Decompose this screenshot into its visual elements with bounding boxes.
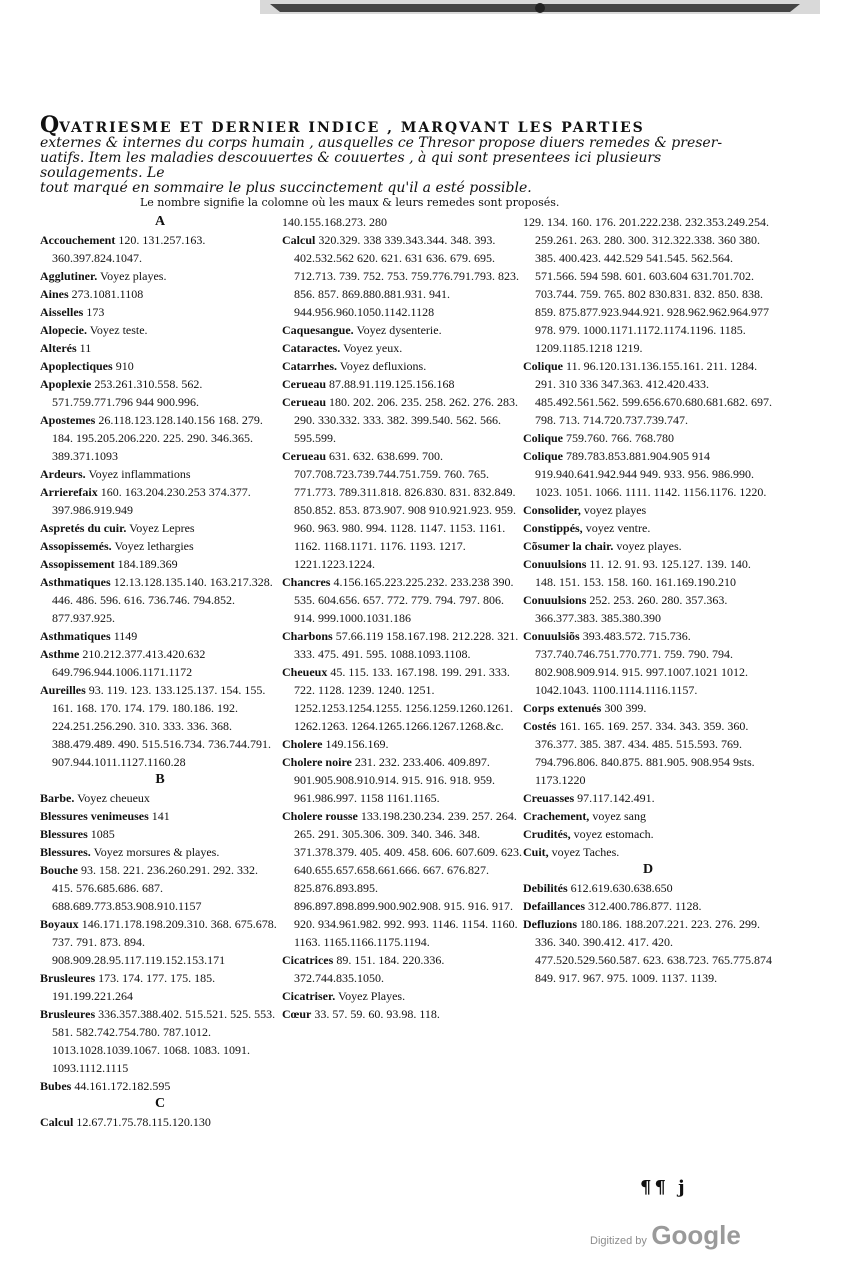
entry-references: 631. 632. 638.699. 700. 707.708.723.739.744.751.759. 760. 765. 771.773. 789.311.818. 826.830. 831. 832.849. 850.852. 853. 873.907. 908 910.921.923. 959. 960. 963. 980. 994. 1128. 1147. 1153. 1161. 1162. 1168.1171. 1176. 1193. 1217. 1221.1223.1224.	[294, 449, 516, 571]
entry-references: 93. 119. 123. 133.125.137. 154. 155. 161. 168. 170. 174. 179. 180.186. 192. 224.251.256.290. 310. 333. 336. 368. 388.479.489. 490. 515.516.734. 736.744.791. 907.944.1011.1127.1160.28	[52, 683, 271, 769]
index-entry	[523, 447, 773, 501]
index-entry	[40, 537, 280, 555]
index-entry	[40, 1005, 280, 1077]
entry-term: Agglutiner.	[40, 269, 98, 283]
index-entry	[40, 1113, 280, 1131]
index-entry	[282, 627, 522, 663]
entry-references: 612.619.630.638.650	[570, 881, 673, 895]
entry-term: Colique	[523, 359, 564, 373]
entry-references: 12.13.128.135.140. 163.217.328. 446. 486. 596. 616. 736.746. 794.852. 877.937.925.	[52, 575, 273, 625]
entry-references: 141	[151, 809, 170, 823]
index-entry	[523, 213, 773, 357]
entry-references: 160. 163.204.230.253 374.377. 397.986.919.949	[52, 485, 251, 517]
entry-term: Asthmatiques	[40, 629, 111, 643]
entry-references: 180.186. 188.207.221. 223. 276. 299. 336. 340. 390.412. 417. 420. 477.520.529.560.587. 623. 638.723. 765.775.874 849. 917. 967. 975. 1009. 1137. 1139.	[535, 917, 772, 985]
entry-term: Charbons	[282, 629, 333, 643]
entry-term: Cicatrices	[282, 953, 334, 967]
section-letter: C	[154, 1096, 166, 1111]
entry-references: 253.261.310.558. 562. 571.759.771.796 944 900.996.	[52, 377, 203, 409]
entry-references: Voyez Playes.	[338, 989, 406, 1003]
index-entry	[523, 843, 773, 861]
header-line-3: tout marqué en sommaire le plus succinctement qu'il a esté possible.	[40, 180, 532, 196]
entry-references: 11	[79, 341, 92, 355]
index-entry	[40, 861, 280, 915]
index-entry	[40, 627, 280, 645]
entry-term: Conuulsions	[523, 557, 587, 571]
entry-term: Aines	[40, 287, 69, 301]
entry-term: Asthmatiques	[40, 575, 111, 589]
entry-term: Assopissemés.	[40, 539, 112, 553]
entry-references: 149.156.169.	[325, 737, 389, 751]
index-entry	[40, 231, 280, 267]
index-entry	[282, 1005, 522, 1023]
index-entry	[523, 501, 773, 519]
entry-references: voyez ventre.	[585, 521, 651, 535]
entry-term: Bubes	[40, 1079, 72, 1093]
entry-term: Conuulsiõs	[523, 629, 580, 643]
index-entry	[40, 465, 280, 483]
entry-term: Creuasses	[523, 791, 575, 805]
watermark-prefix: Digitized by	[590, 1235, 647, 1247]
index-entry	[523, 519, 773, 537]
entry-references: 11. 96.120.131.136.155.161. 211. 1284. 291. 310 336 347.363. 412.420.433. 485.492.561.562. 599.656.670.680.681.682. 697. 798. 713. 714.720.737.739.747.	[535, 359, 772, 427]
section-letter: A	[154, 214, 166, 229]
entry-term: Catarrhes.	[282, 359, 337, 373]
entry-references: 33. 57. 59. 60. 93.98. 118.	[314, 1007, 440, 1021]
entry-term: Apoplexie	[40, 377, 92, 391]
entry-references: 789.783.853.881.904.905 914 919.940.641.942.944 949. 933. 956. 986.990. 1023. 1051. 1066. 1111. 1142. 1156.1176. 1220.	[535, 449, 767, 499]
entry-term: Barbe.	[40, 791, 75, 805]
entry-references: 336.357.388.402. 515.521. 525. 553. 581. 582.742.754.780. 787.1012. 1013.1028.1039.1067. 1068. 1083. 1091. 1093.1112.1115	[52, 1007, 276, 1075]
entry-references: Voyez Lepres	[129, 521, 195, 535]
signature-mark: ¶¶ j	[640, 1177, 688, 1198]
entry-references: voyez estomach.	[573, 827, 654, 841]
entry-term: Caquesangue.	[282, 323, 354, 337]
entry-term: Apoplectiques	[40, 359, 113, 373]
entry-term: Cicatriser.	[282, 989, 336, 1003]
entry-references: 140.155.168.273. 280	[282, 215, 387, 229]
entry-term: Crachement,	[523, 809, 590, 823]
entry-term: Cerueau	[282, 449, 326, 463]
entry-references: 44.161.172.182.595	[74, 1079, 171, 1093]
entry-references: Voyez lethargies	[114, 539, 194, 553]
entry-term: Colique	[523, 431, 564, 445]
header-line-1: externes & internes du corps humain , ausquelles ce Thresor propose diuers remedes & preser-	[40, 135, 723, 151]
entry-term: Cholere noire	[282, 755, 352, 769]
index-entry	[40, 483, 280, 519]
entry-term: Cerueau	[282, 395, 326, 409]
header-line-2: uatifs. Item les maladies descouuertes & couuertes , à qui sont presentees ici plusieurs soulagements. Le	[40, 150, 662, 181]
entry-term: Defluzions	[523, 917, 577, 931]
index-header	[40, 112, 760, 196]
index-subheading: Le nombre signifie la colomne où les maux & leurs remedes sont proposés.	[140, 196, 560, 209]
index-entry	[40, 321, 280, 339]
entry-term: Alterés	[40, 341, 77, 355]
entry-term: Corps extenués	[523, 701, 602, 715]
entry-references: 93. 158. 221. 236.260.291. 292. 332. 415. 576.685.686. 687. 688.689.773.853.908.910.1157	[52, 863, 259, 913]
entry-term: Cholere	[282, 737, 323, 751]
entry-term: Calcul	[282, 233, 316, 247]
entry-term: Ardeurs.	[40, 467, 86, 481]
entry-term: Accouchement	[40, 233, 116, 247]
entry-references: Voyez teste.	[89, 323, 148, 337]
drop-cap-q: Q	[40, 112, 60, 138]
entry-references: 300 399.	[604, 701, 647, 715]
entry-term: Brusleures	[40, 1007, 96, 1021]
entry-references: Voyez yeux.	[343, 341, 403, 355]
entry-references: 26.118.123.128.140.156 168. 279. 184. 195.205.206.220. 225. 290. 346.365. 389.371.1093	[52, 413, 263, 463]
entry-references: 12.67.71.75.78.115.120.130	[76, 1115, 211, 1129]
index-entry	[40, 519, 280, 537]
index-entry	[40, 339, 280, 357]
entry-references: 231. 232. 233.406. 409.897. 901.905.908.910.914. 915. 916. 918. 959. 961.986.997. 1158 1161.1165.	[294, 755, 495, 805]
index-entry	[523, 789, 773, 807]
entry-term: Cholere rousse	[282, 809, 358, 823]
index-entry	[40, 357, 280, 375]
entry-references: 45. 115. 133. 167.198. 199. 291. 333. 722. 1128. 1239. 1240. 1251. 1252.1253.1254.1255. 1256.1259.1260.1261. 1262.1263. 1264.1265.1266.1267.1268.&c.	[294, 665, 513, 733]
entry-references: voyez playes.	[616, 539, 682, 553]
entry-references: 173	[86, 305, 105, 319]
index-entry	[282, 321, 522, 339]
entry-references: Voyez morsures & playes.	[93, 845, 220, 859]
entry-references: 97.117.142.491.	[577, 791, 655, 805]
index-entry	[523, 897, 773, 915]
entry-term: Aureilles	[40, 683, 86, 697]
index-entry	[40, 825, 280, 843]
entry-references: 312.400.786.877. 1128.	[588, 899, 702, 913]
entry-term: Cerueau	[282, 377, 326, 391]
entry-term: Calcul	[40, 1115, 74, 1129]
entry-references: Voyez playes.	[100, 269, 167, 283]
index-entry	[282, 735, 522, 753]
index-entry	[282, 753, 522, 807]
entry-references: 87.88.91.119.125.156.168	[329, 377, 455, 391]
entry-term: Bouche	[40, 863, 79, 877]
entry-references: 173. 174. 177. 175. 185. 191.199.221.264	[52, 971, 216, 1003]
entry-term: Blessures venimeuses	[40, 809, 149, 823]
entry-term: Asthme	[40, 647, 80, 661]
entry-references: 120. 131.257.163. 360.397.824.1047.	[52, 233, 206, 265]
index-entry	[40, 267, 280, 285]
entry-references: Voyez defluxions.	[339, 359, 427, 373]
entry-references: voyez Taches.	[551, 845, 620, 859]
header-title: QVATRIESME ET DERNIER INDICE , MARQVANT LES PARTIES	[40, 112, 645, 138]
entry-references: 4.156.165.223.225.232. 233.238 390. 535. 604.656. 657. 772. 779. 794. 797. 806. 914. 999.1000.1031.186	[294, 575, 514, 625]
entry-term: Alopecie.	[40, 323, 87, 337]
entry-references: 252. 253. 260. 280. 357.363. 366.377.383. 385.380.390	[535, 593, 728, 625]
index-entry	[40, 789, 280, 807]
entry-term: Constippés,	[523, 521, 583, 535]
section-letter: D	[642, 862, 654, 877]
entry-term: Colique	[523, 449, 564, 463]
index-entry	[523, 429, 773, 447]
entry-term: Cœur	[282, 1007, 312, 1021]
index-entry	[523, 807, 773, 825]
entry-references: voyez playes	[583, 503, 647, 517]
entry-references: 184.189.369	[117, 557, 178, 571]
entry-term: Debilités	[523, 881, 568, 895]
entry-references: 129. 134. 160. 176. 201.222.238. 232.353.249.254. 259.261. 263. 280. 300. 312.322.338. 360 380. 385. 400.423. 442.529 541.545. 562.564. 571.566. 594 598. 601. 603.604 631.701.702. 703.744. 759. 765. 802 830.831. 832. 850. 838. 859. 875.877.923.944.921. 928.962.962.964.977 978. 979. 1000.1171.1172.1174.1196. 1185. 1209.1185.1218 1219.	[523, 215, 769, 355]
index-entry	[40, 1077, 280, 1095]
index-entry	[40, 285, 280, 303]
index-entry	[282, 231, 522, 321]
entry-term: Brusleures	[40, 971, 96, 985]
google-watermark	[590, 1220, 741, 1251]
index-column-1	[40, 213, 280, 1131]
entry-references: 180. 202. 206. 235. 258. 262. 276. 283. 290. 330.332. 333. 382. 399.540. 562. 566. 595.599.	[294, 395, 518, 445]
index-entry	[282, 807, 522, 951]
entry-references: 57.66.119 158.167.198. 212.228. 321. 333. 475. 491. 595. 1088.1093.1108.	[294, 629, 519, 661]
entry-term: Cataractes.	[282, 341, 341, 355]
entry-references: 320.329. 338 339.343.344. 348. 393. 402.532.562 620. 621. 631 636. 679. 695. 712.713. 739. 752. 753. 759.776.791.793. 823. 856. 857. 869.880.881.931. 941. 944.956.960.1050.1142.1128	[294, 233, 519, 319]
index-entry	[40, 375, 280, 411]
index-entry	[40, 843, 280, 861]
index-entry	[282, 375, 522, 393]
entry-references: 146.171.178.198.209.310. 368. 675.678. 737. 791. 873. 894. 908.909.28.95.117.119.152.153.171	[52, 917, 277, 967]
entry-references: 1149	[113, 629, 138, 643]
index-entry	[282, 357, 522, 375]
index-entry	[40, 411, 280, 465]
index-entry	[523, 717, 773, 789]
entry-references: 910	[115, 359, 134, 373]
index-entry	[523, 915, 773, 987]
index-entry	[40, 555, 280, 573]
index-entry	[282, 339, 522, 357]
index-entry	[282, 573, 522, 627]
entry-term: Defaillances	[523, 899, 585, 913]
entry-term: Cõsumer la chair.	[523, 539, 614, 553]
index-column-3	[523, 213, 773, 987]
index-entry	[40, 645, 280, 681]
index-column-2	[282, 213, 522, 1023]
entry-term: Assopissement	[40, 557, 115, 571]
entry-term: Aisselles	[40, 305, 84, 319]
section-letter: B	[155, 772, 165, 787]
index-entry	[523, 627, 773, 699]
entry-references: 161. 165. 169. 257. 334. 343. 359. 360. 376.377. 385. 387. 434. 485. 515.593. 769. 794.796.806. 840.875. 881.905. 908.954 9sts. 1173.1220	[535, 719, 755, 787]
entry-term: Blessures.	[40, 845, 91, 859]
entry-term: Cheueux	[282, 665, 328, 679]
index-entry	[40, 807, 280, 825]
entry-term: Costés	[523, 719, 557, 733]
entry-references: 759.760. 766. 768.780	[566, 431, 675, 445]
index-entry	[282, 447, 522, 573]
index-entry	[523, 555, 773, 591]
entry-references: Voyez cheueux	[77, 791, 150, 805]
index-entry	[40, 915, 280, 969]
entry-term: Chancres	[282, 575, 331, 589]
index-entry	[523, 825, 773, 843]
entry-term: Apostemes	[40, 413, 96, 427]
entry-references: voyez sang	[592, 809, 646, 823]
entry-term: Aspretés du cuir.	[40, 521, 127, 535]
entry-references: 210.212.377.413.420.632 649.796.944.1006.1171.1172	[52, 647, 206, 679]
entry-references: Voyez inflammations	[88, 467, 191, 481]
watermark-brand: Google	[651, 1220, 741, 1250]
entry-term: Cuit,	[523, 845, 549, 859]
index-entry	[282, 663, 522, 735]
index-entry	[40, 573, 280, 627]
top-ornament-band	[260, 0, 820, 22]
entry-references: 11. 12. 91. 93. 125.127. 139. 140. 148. 151. 153. 158. 160. 161.169.190.210	[535, 557, 751, 589]
entry-references: 273.1081.1108	[71, 287, 144, 301]
entry-term: Boyaux	[40, 917, 79, 931]
index-entry	[523, 591, 773, 627]
entry-term: Crudités,	[523, 827, 571, 841]
index-entry	[282, 393, 522, 447]
index-entry	[282, 213, 522, 231]
entry-references: 89. 151. 184. 220.336. 372.744.835.1050.	[294, 953, 445, 985]
index-entry	[282, 987, 522, 1005]
entry-term: Arrierefaix	[40, 485, 98, 499]
index-entry	[523, 879, 773, 897]
entry-term: Blessures	[40, 827, 88, 841]
index-entry	[523, 357, 773, 429]
entry-references: 1085	[90, 827, 115, 841]
index-entry	[40, 969, 280, 1005]
index-entry	[523, 699, 773, 717]
index-entry	[523, 537, 773, 555]
entry-references: Voyez dysenterie.	[356, 323, 442, 337]
entry-references: 393.483.572. 715.736. 737.740.746.751.770.771. 759. 790. 794. 802.908.909.914. 915. 997.1007.1021 1012. 1042.1043. 1100.1114.1116.1157.	[535, 629, 748, 697]
index-entry	[40, 303, 280, 321]
index-entry	[282, 951, 522, 987]
entry-term: Conuulsions	[523, 593, 587, 607]
entry-term: Consolider,	[523, 503, 581, 517]
entry-references: 133.198.230.234. 239. 257. 264. 265. 291. 305.306. 309. 340. 346. 348. 371.378.379. 405. 409. 458. 606. 607.609. 623. 640.655.657.658.661.666. 667. 676.827. 825.876.893.895. 896.897.898.899.900.902.908. 915. 916. 917. 920. 934.961.982. 992. 993. 1146. 1154. 1160. 1163. 1165.1166.1175.1194.	[294, 809, 522, 949]
index-entry	[40, 681, 280, 771]
